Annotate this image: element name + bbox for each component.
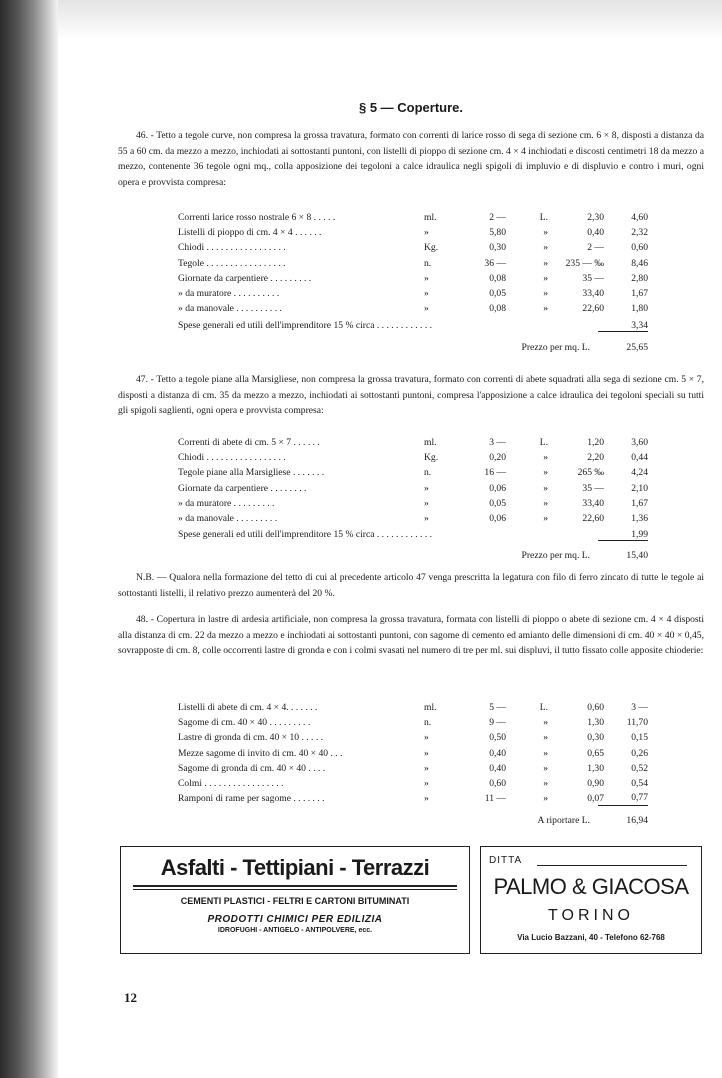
item-amount: 0,44: [631, 452, 648, 464]
item-unit: n.: [424, 717, 432, 729]
item-amount: 2,32: [631, 227, 648, 239]
item-currency: »: [543, 732, 548, 744]
item-currency: L.: [539, 437, 548, 448]
item-unit-price: 2,30: [587, 212, 604, 223]
item-quantity: 9 —: [489, 717, 506, 729]
item-currency: »: [543, 497, 548, 509]
item-unit-price: 2 —: [587, 242, 604, 254]
article-46-spese: [178, 320, 648, 331]
item-currency: L.: [539, 212, 548, 223]
item-currency: »: [543, 303, 548, 315]
item-quantity: 36 —: [484, 257, 506, 269]
item-unit: »: [424, 777, 429, 789]
item-description: Giornate da carpentiere . . . . . . . . .: [178, 272, 312, 284]
table-row: [178, 301, 648, 316]
item-unit-price: 0,07: [587, 793, 604, 805]
table-row: [178, 715, 648, 730]
item-amount: 4,24: [631, 467, 648, 479]
item-amount: 3 —: [631, 702, 648, 713]
item-unit-price: 33,40: [582, 497, 604, 509]
item-amount: 0,15: [631, 732, 648, 744]
item-currency: »: [543, 227, 548, 239]
item-unit: n.: [424, 467, 432, 479]
item-amount: 3,60: [631, 437, 648, 448]
item-unit-price: 0,30: [587, 732, 604, 744]
item-unit: ml.: [424, 212, 437, 223]
ad-asfalti-chemicals: PRODOTTI CHIMICI PER EDILIZIA: [207, 914, 383, 925]
item-unit: »: [424, 303, 429, 315]
article-47-total: [178, 550, 648, 565]
article-46-table: [178, 210, 648, 316]
item-quantity: 0,05: [489, 287, 506, 299]
item-currency: »: [543, 747, 548, 759]
ad-rule-thin: [133, 889, 457, 890]
item-currency: L.: [539, 702, 548, 713]
item-currency: »: [543, 467, 548, 479]
item-currency: »: [543, 777, 548, 789]
item-currency: »: [543, 452, 548, 464]
item-unit-price: 1,30: [587, 717, 604, 729]
item-quantity: 0,06: [489, 482, 506, 494]
nota-bene: N.B. — Qualora nella formazione del tetto di cui al precedente articolo 47 venga prescritta la legatura con filo di ferro zincato di tutte le tegole ai sottostanti listelli, il relativo prezzo aumenterà del 20 %.: [118, 572, 704, 599]
ad-asfalti-products: CEMENTI PLASTICI - FELTRI E CARTONI BITUMINATI: [180, 896, 410, 906]
item-amount: 1,67: [631, 287, 648, 299]
table-row: [178, 256, 648, 271]
item-description: » da muratore . . . . . . . . . .: [178, 287, 280, 299]
item-description: Chiodi . . . . . . . . . . . . . . . . .: [178, 452, 286, 464]
ad-ditta-label: DITTA: [489, 855, 523, 866]
item-unit-price: 0,65: [587, 747, 604, 759]
item-amount: 1,36: [631, 512, 648, 524]
item-unit-price: 35 —: [582, 482, 604, 494]
ad-ditta-line: [537, 865, 687, 866]
table-row: [178, 465, 648, 480]
item-amount: 4,60: [631, 212, 648, 223]
ad-asfalti-list: IDROFUGHI - ANTIGELO - ANTIPOLVERE, ecc.: [217, 927, 373, 934]
article-48-text: 48. - Copertura in lastre di ardesia artificiale, non compresa la grossa travatura, formata con listelli di pioppo o abete di sezione cm. 4 × 4 disposti alla distanza di cm. 22 da mezzo a mezzo e inchiodati ai sottostanti puntoni, con sagome di cemento ed amianto delle dimensioni di cm. 40 × 40 × 0,45, sovrapposte di cm. 8, colle occorrenti lastre di gronda e con i colmi svasati nel numero di tre per ml. sui displuvi, il tutto fissato colle apposite chioderie:: [118, 614, 704, 656]
total-label: Prezzo per mq. L.: [521, 342, 590, 353]
table-row: [178, 761, 648, 776]
ad-city: TORINO: [548, 907, 634, 924]
item-description: Correnti larice rosso nostrale 6 × 8 . . . . .: [178, 212, 336, 223]
item-unit: Kg.: [424, 452, 439, 464]
article-47-table: [178, 435, 648, 526]
item-description: Lastre di gronda di cm. 40 × 10 . . . . .: [178, 732, 324, 744]
item-unit-price: 2,20: [587, 452, 604, 464]
item-unit: n.: [424, 257, 432, 269]
item-unit: »: [424, 272, 429, 284]
article-46-total: [178, 342, 648, 357]
total-label: A riportare L.: [537, 815, 590, 826]
ad-company-name: PALMO & GIACOSA: [493, 874, 689, 899]
table-row: [178, 511, 648, 526]
table-row: [178, 481, 648, 496]
item-quantity: 0,06: [489, 512, 506, 524]
item-unit: »: [424, 497, 429, 509]
item-unit-price: 0,90: [587, 777, 604, 789]
table-row: [178, 730, 648, 745]
ad-asfalti: [120, 846, 470, 954]
item-unit: ml.: [424, 702, 437, 713]
ad-address: Via Lucio Bazzani, 40 - Telefono 62-768: [517, 933, 665, 942]
item-quantity: 11 —: [484, 793, 506, 805]
table-row: [178, 240, 648, 255]
table-row: [178, 210, 648, 225]
item-description: Tegole . . . . . . . . . . . . . . . . .: [178, 257, 286, 269]
item-amount: 1,80: [631, 303, 648, 315]
item-description: Ramponi di rame per sagome . . . . . . .: [178, 793, 325, 805]
table-row: [178, 496, 648, 511]
item-currency: »: [543, 482, 548, 494]
article-47-text: 47. - Tetto a tegole piane alla Marsigliese, non compresa la grossa travatura, formato con correnti di abete squadrati alla sega di sezione cm. 5 × 7, disposti a distanza di cm. 35 da mezzo a mezzo, inchiodati ai sottostanti puntoni, compresa l'apposizione a calce idraulica dei tegoloni speciali su tutti gli spigoli saglienti, ogni opera e provvista compresa:: [118, 374, 704, 416]
item-amount: 8,46: [631, 257, 648, 269]
item-quantity: 5 —: [489, 702, 506, 713]
spese-amount: 1,99: [598, 529, 648, 541]
item-unit: ml.: [424, 437, 437, 448]
spese-amount: 3,34: [598, 320, 648, 332]
article-48-total: [178, 815, 648, 830]
item-description: Sagome di cm. 40 × 40 . . . . . . . . .: [178, 717, 311, 729]
item-currency: »: [543, 257, 548, 269]
item-unit-price: 0,40: [587, 227, 604, 239]
table-row: [178, 435, 648, 450]
item-unit: »: [424, 482, 429, 494]
item-description: Listelli di pioppo di cm. 4 × 4 . . . . . .: [178, 227, 322, 239]
item-amount: 0,54: [631, 777, 648, 789]
item-currency: »: [543, 512, 548, 524]
item-unit-price: 235 — ‰: [565, 257, 604, 269]
item-currency: »: [543, 717, 548, 729]
item-unit: »: [424, 512, 429, 524]
spese-label: Spese generali ed utili dell'imprenditore 15 % circa . . . . . . . . . . . .: [178, 529, 433, 540]
ad-asfalti-title: Asfalti - Tettipiani - Terrazzi: [160, 855, 430, 880]
item-quantity: 16 —: [484, 467, 506, 479]
item-unit: »: [424, 793, 429, 805]
table-row: [178, 286, 648, 301]
item-unit: Kg.: [424, 242, 439, 254]
item-unit-price: 1,20: [587, 437, 604, 448]
table-row: [178, 450, 648, 465]
item-unit-price: 0,60: [587, 702, 604, 713]
item-quantity: 0,60: [489, 777, 506, 789]
item-unit-price: 22,60: [582, 512, 604, 524]
section-heading: § 5 — Coperture.: [358, 100, 464, 115]
item-quantity: 0,05: [489, 497, 506, 509]
item-amount: 11,70: [626, 717, 648, 729]
table-row: [178, 746, 648, 761]
spese-label: Spese generali ed utili dell'imprenditore 15 % circa . . . . . . . . . . . .: [178, 320, 433, 331]
item-quantity: 2 —: [489, 212, 506, 223]
table-row: [178, 700, 648, 715]
item-unit-price: 265 ‰: [577, 467, 604, 479]
item-unit-price: 22,60: [582, 303, 604, 315]
table-row: [178, 776, 648, 791]
item-unit: »: [424, 287, 429, 299]
item-description: Chiodi . . . . . . . . . . . . . . . . .: [178, 242, 286, 254]
page-top-shade: [58, 0, 722, 40]
item-quantity: 3 —: [489, 437, 506, 448]
total-value: 15,40: [626, 550, 648, 561]
item-unit: »: [424, 227, 429, 239]
item-amount: 1,67: [631, 497, 648, 509]
item-quantity: 0,50: [489, 732, 506, 744]
ad-rule: [133, 885, 457, 887]
item-description: Tegole piane alla Marsigliese . . . . . . .: [178, 467, 325, 479]
item-amount: 2,10: [631, 482, 648, 494]
item-quantity: 0,08: [489, 272, 506, 284]
table-row: [178, 271, 648, 286]
item-description: » da manovale . . . . . . . . . .: [178, 303, 282, 315]
table-row: [178, 225, 648, 240]
item-description: Sagome di gronda di cm. 40 × 40 . . . .: [178, 762, 326, 774]
item-description: Colmi . . . . . . . . . . . . . . . . .: [178, 777, 284, 789]
article-48-table: [178, 700, 648, 806]
item-unit: »: [424, 732, 429, 744]
item-quantity: 0,40: [489, 762, 506, 774]
item-description: Listelli di abete di cm. 4 × 4. . . . . . .: [178, 702, 318, 713]
item-currency: »: [543, 762, 548, 774]
book-spine-shadow: [0, 0, 58, 1078]
item-description: Mezze sagome di invito di cm. 40 × 40 . . .: [178, 747, 343, 759]
item-unit-price: 35 —: [582, 272, 604, 284]
item-currency: »: [543, 272, 548, 284]
page-number: 12: [124, 990, 137, 1005]
item-quantity: 0,20: [489, 452, 506, 464]
item-currency: »: [543, 793, 548, 805]
item-quantity: 0,08: [489, 303, 506, 315]
item-quantity: 0,30: [489, 242, 506, 254]
item-unit: »: [424, 762, 429, 774]
item-currency: »: [543, 242, 548, 254]
item-description: Giornate da carpentiere . . . . . . . .: [178, 482, 307, 494]
item-amount: 0,77: [598, 791, 648, 806]
table-row: [178, 791, 648, 806]
item-quantity: 5,80: [489, 227, 506, 239]
item-amount: 0,60: [631, 242, 648, 254]
article-47-spese: [178, 529, 648, 540]
item-unit: »: [424, 747, 429, 759]
article-46-text: 46. - Tetto a tegole curve, non compresa la grossa travatura, formato con correnti di larice rosso di sega di sezione cm. 6 × 8, disposti a distanza da 55 a 60 cm. da mezzo a mezzo, inchiodati ai sottostanti puntoni, con listelli di pioppo di sezione cm. 4 × 4 inchiodati e discosti centimetri 18 da mezzo a mezzo, contenente 36 tegole ogni mq., colla apposizione dei tegoloni a calce idraulica negli spigoli di impluvio e di displuvio e contro i muri, ogni opera e provvista compresa:: [118, 130, 704, 188]
item-currency: »: [543, 287, 548, 299]
item-description: » da muratore . . . . . . . . .: [178, 497, 275, 509]
ad-palmo-giacosa: [480, 846, 702, 954]
item-unit-price: 33,40: [582, 287, 604, 299]
total-label: Prezzo per mq. L.: [521, 550, 590, 561]
total-value: 25,65: [626, 342, 648, 353]
item-quantity: 0,40: [489, 747, 506, 759]
total-value: 16,94: [626, 815, 648, 826]
item-description: Correnti di abete di cm. 5 × 7 . . . . . .: [178, 437, 320, 448]
item-amount: 0,52: [631, 762, 648, 774]
item-unit-price: 1,30: [587, 762, 604, 774]
item-description: » da manovale . . . . . . . . .: [178, 512, 278, 524]
item-amount: 2,80: [631, 272, 648, 284]
item-amount: 0,26: [631, 747, 648, 759]
